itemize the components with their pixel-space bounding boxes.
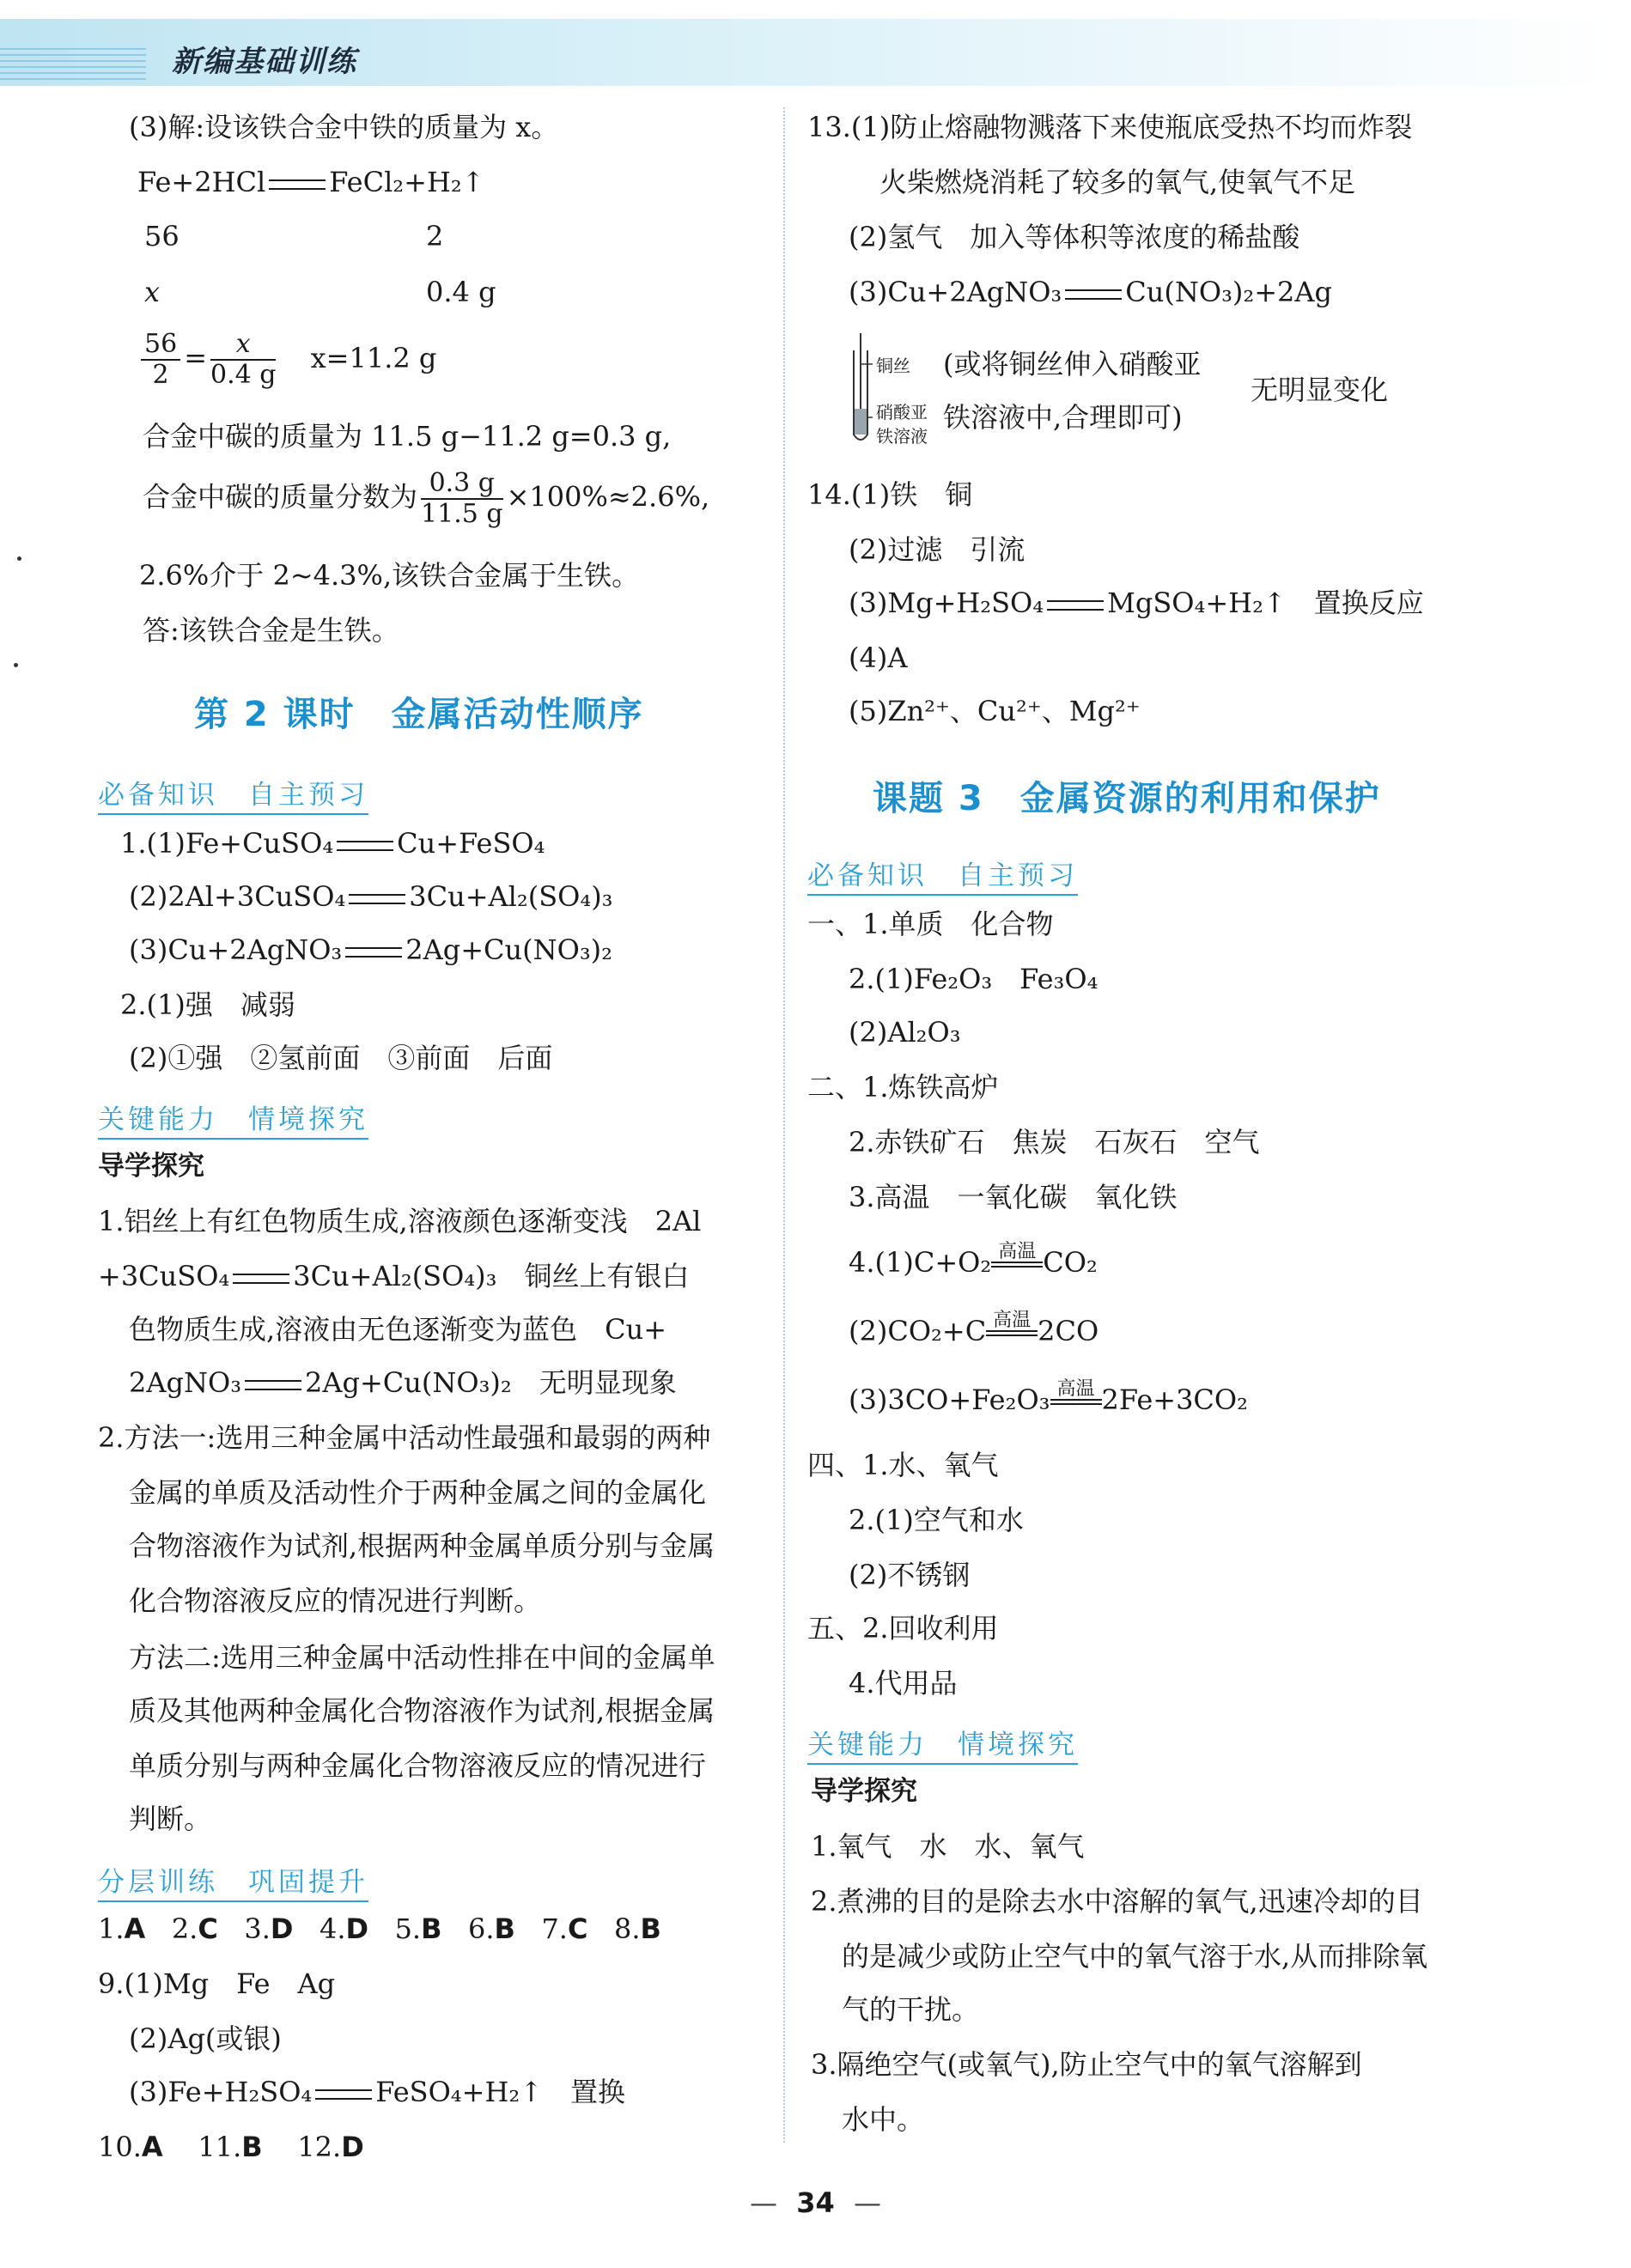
test-tube-figure xyxy=(849,333,943,453)
figure-label: 铁溶液 xyxy=(876,426,928,447)
subheading: 导学探究 xyxy=(811,1776,917,1807)
text-line: 13.(1)防止熔融物溅落下来使瓶底受热不均而炸裂 xyxy=(807,111,1413,143)
text-line: 2.方法一:选用三种金属中活动性最强和最弱的两种 xyxy=(98,1421,711,1454)
text-line: (4)A xyxy=(849,641,908,674)
figure-label: 铜丝 xyxy=(876,356,910,376)
section-tag: 必备知识 自主预习 xyxy=(807,854,1078,896)
text-line: 2.煮沸的目的是除去水中溶解的氧气,迅速冷却的目 xyxy=(811,1885,1423,1918)
column-divider xyxy=(783,107,785,2143)
header-title: 新编基础训练 xyxy=(172,45,357,79)
text-line: (5)Zn²⁺、Cu²⁺、Mg²⁺ xyxy=(849,695,1141,727)
equation: (3)Fe+H₂SO₄ FeSO₄+H₂↑ 置换 xyxy=(129,2076,625,2108)
equation: (3)3CO+Fe₂O₃ 高温 2Fe+3CO₂ xyxy=(849,1378,1248,1416)
text-line: 气的干扰。 xyxy=(842,1993,980,2026)
text-line: (2)过滤 引流 xyxy=(849,533,1025,566)
reaction-condition: 高温 xyxy=(1050,1399,1102,1417)
text-line: (3)解:设该铁合金中铁的质量为 x。 xyxy=(129,111,559,143)
text-line: (2)Al₂O₃ xyxy=(849,1016,961,1049)
text-line: 四、1.水、氧气 xyxy=(807,1449,999,1481)
section-tag: 关键能力 情境探究 xyxy=(807,1723,1078,1765)
text-line: 色物质生成,溶液由无色逐渐变为蓝色 Cu+ xyxy=(129,1313,667,1346)
text-line: 4.代用品 xyxy=(849,1667,958,1699)
section-tag: 关键能力 情境探究 xyxy=(98,1098,368,1140)
text-line: 3.高温 一氧化碳 氧化铁 xyxy=(849,1181,1178,1213)
text-line: (2)Ag(或银) xyxy=(129,2022,282,2055)
text-line: 质及其他两种金属化合物溶液作为试剂,根据金属 xyxy=(129,1694,715,1727)
equals-sign xyxy=(1047,600,1104,611)
equals-sign xyxy=(245,1380,301,1390)
text-line: 2.(1)空气和水 xyxy=(849,1504,1024,1536)
equals-sign xyxy=(1065,289,1122,300)
text-line: x xyxy=(144,276,161,308)
equals-sign xyxy=(349,894,405,904)
text-line: 化合物溶液反应的情况进行判断。 xyxy=(129,1584,542,1617)
equals-sign xyxy=(269,179,326,190)
text-line: 的是减少或防止空气中的氧气溶于水,从而排除氧 xyxy=(842,1940,1428,1973)
text-line: (或将铜丝伸入硝酸亚 xyxy=(943,348,1202,380)
text-line: 答:该铁合金是生铁。 xyxy=(143,614,399,647)
text-line: 0.4 g xyxy=(426,276,496,308)
equation: (3)Mg+H₂SO₄ MgSO₄+H₂↑ 置换反应 xyxy=(849,587,1424,619)
text-line: 五、2.回收利用 xyxy=(807,1612,999,1645)
text-line: 单质分别与两种金属化合物溶液反应的情况进行 xyxy=(129,1749,707,1782)
section-tag: 必备知识 自主预习 xyxy=(98,773,368,815)
margin-dot xyxy=(14,663,18,667)
equation: 1.(1)Fe+CuSO₄ Cu+FeSO₄ xyxy=(120,827,545,860)
text-line: 1.氧气 水 水、氧气 xyxy=(811,1830,1085,1863)
equals-sign xyxy=(315,2089,372,2100)
equation: 2AgNO₃ 2Ag+Cu(NO₃)₂ 无明显现象 xyxy=(129,1366,677,1399)
text-line: 3.隔绝空气(或氧气),防止空气中的氧气溶解到 xyxy=(811,2048,1362,2081)
text-line: 火柴燃烧消耗了较多的氧气,使氧气不足 xyxy=(879,166,1356,198)
equation: (3)Cu+2AgNO₃ 2Ag+Cu(NO₃)₂ xyxy=(129,933,612,966)
section-tag: 分层训练 巩固提升 xyxy=(98,1860,368,1902)
equation: +3CuSO₄ 3Cu+Al₂(SO₄)₃ 铜丝上有银白 xyxy=(98,1260,690,1292)
equation: (3)Cu+2AgNO₃ Cu(NO₃)₂+2Ag xyxy=(849,276,1332,308)
text-line: 14.(1)铁 铜 xyxy=(807,478,973,511)
text-line: 合物溶液作为试剂,根据两种金属单质分别与金属 xyxy=(129,1529,715,1562)
text-line: 56 xyxy=(144,220,180,252)
text-line: 2.赤铁矿石 焦炭 石灰石 空气 xyxy=(849,1126,1260,1158)
text-line: 无明显变化 xyxy=(1251,374,1389,406)
reaction-condition: 高温 xyxy=(991,1262,1043,1280)
equation: 4.(1)C+O₂ 高温 CO₂ xyxy=(849,1241,1098,1279)
equals-sign xyxy=(337,841,393,851)
section-heading: 第 2 课时 金属活动性顺序 xyxy=(194,695,644,734)
text-line: 判断。 xyxy=(129,1803,212,1835)
equals-sign xyxy=(233,1274,289,1284)
text-line: 金属的单质及活动性介于两种金属之间的金属化 xyxy=(129,1476,707,1509)
text-line: 合金中碳的质量为 11.5 g−11.2 g=0.3 g, xyxy=(143,420,672,453)
multiple-choice-answers: 1.A 2.C 3.D 4.D 5.B 6.B 7.C 8.B xyxy=(98,1912,661,1945)
subheading: 导学探究 xyxy=(98,1151,204,1182)
header-stripes xyxy=(0,48,146,82)
text-line: 铁溶液中,合理即可) xyxy=(943,401,1183,434)
text-line: 9.(1)Mg Fe Ag xyxy=(98,1967,336,2000)
equation: (2)CO₂+C 高温 2CO xyxy=(849,1310,1099,1347)
text-line: (2)氢气 加入等体积等浓度的稀盐酸 xyxy=(849,221,1300,253)
text-line: 二、1.炼铁高炉 xyxy=(807,1071,999,1104)
fraction: $\frac{0.3 g}{11.5 g}$ xyxy=(421,468,503,529)
section-heading: 课题 3 金属资源的利用和保护 xyxy=(873,779,1381,818)
text-line: 一、1.单质 化合物 xyxy=(807,908,1054,940)
fraction: $\frac{56}{2}$ xyxy=(141,330,180,390)
text-line: 水中。 xyxy=(842,2103,925,2136)
equals-sign xyxy=(345,947,402,958)
equation: Fe+2HCl FeCl₂+H₂↑ xyxy=(137,166,485,198)
text-line: 1.铝丝上有红色物质生成,溶液颜色逐渐变浅 2Al xyxy=(98,1205,702,1237)
text-line: 2.(1)Fe₂O₃ Fe₃O₄ xyxy=(849,963,1098,995)
multiple-choice-answers: 10.A 11.B 12.D xyxy=(98,2131,364,2163)
text-line: 2.(1)强 减弱 xyxy=(120,988,295,1021)
fraction: $\frac{x}{0.4 g}$ xyxy=(210,329,277,390)
text-line: 2.6%介于 2~4.3%,该铁合金属于生铁。 xyxy=(139,559,640,592)
figure-label: 硝酸亚 xyxy=(876,402,928,423)
text-line: (2)①强 ②氢前面 ③前面 后面 xyxy=(129,1042,553,1074)
equation: (2)2Al+3CuSO₄ 3Cu+Al₂(SO₄)₃ xyxy=(129,880,613,913)
text-line: 方法二:选用三种金属中活动性排在中间的金属单 xyxy=(129,1641,715,1674)
reaction-condition: 高温 xyxy=(986,1330,1038,1348)
text-line: (2)不锈钢 xyxy=(849,1559,971,1591)
margin-dot xyxy=(17,556,21,561)
text-line: 2 xyxy=(426,220,444,252)
page-number: — 34 — xyxy=(749,2186,882,2219)
proportion-equation: $\frac{56}{2}$ = $\frac{x}{0.4 g}$ x=11.2 g xyxy=(137,330,436,390)
percentage-line: 合金中碳的质量分数为 $\frac{0.3 g}{11.5 g}$ ×100%≈2.6%, xyxy=(143,468,710,529)
